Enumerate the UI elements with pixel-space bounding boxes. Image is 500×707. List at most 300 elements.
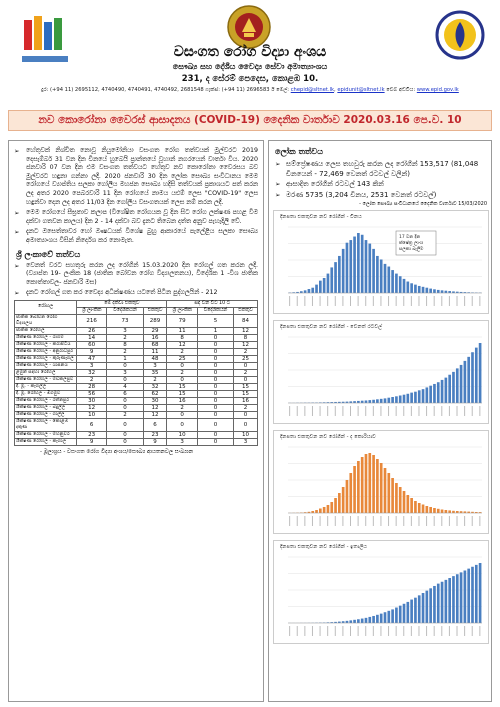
hospital-name-cell: ශික්ෂණ රෝහල - කොළඹ දකුණ bbox=[15, 418, 77, 431]
col-sl-2: ශ්‍රී ලාංකික bbox=[167, 307, 197, 314]
count-cell: 23 bbox=[77, 431, 107, 438]
chart-bar bbox=[357, 620, 360, 624]
table-footnote: - මූලාශ්‍රය - වසංගත රෝග විද්‍යා අංශය/සෞඛ්‍ය ආයතනවල සංඛ්‍යාන bbox=[40, 448, 194, 455]
chart-bar bbox=[391, 478, 394, 513]
count-cell: 16 bbox=[234, 397, 258, 404]
hospital-name-cell: ශික්ෂණ රෝහල - යාපනය bbox=[15, 362, 77, 369]
chart-bar bbox=[330, 502, 333, 513]
count-cell: 79 bbox=[167, 314, 197, 327]
count-cell: 0 bbox=[107, 438, 143, 445]
chart-bar bbox=[475, 565, 478, 623]
count-cell: 2 bbox=[234, 348, 258, 355]
chart-bar bbox=[445, 510, 448, 513]
x-tick-label bbox=[418, 296, 419, 306]
chart-bar bbox=[452, 372, 455, 403]
chart-bar bbox=[368, 400, 371, 403]
x-tick-label bbox=[457, 296, 458, 306]
x-tick-label bbox=[304, 296, 305, 306]
chart-bar bbox=[471, 353, 474, 404]
chart-bar bbox=[445, 291, 448, 293]
count-cell: 0 bbox=[197, 334, 233, 341]
table-row bbox=[15, 411, 258, 418]
unit-address: 231, ද සේරම් පෙදෙස, කොළඹ 10. bbox=[181, 74, 319, 84]
count-cell: 2 bbox=[77, 376, 107, 383]
count-cell: 0 bbox=[167, 411, 197, 418]
chart-other-countries bbox=[273, 320, 489, 424]
count-cell: 289 bbox=[143, 314, 167, 327]
x-tick-label bbox=[449, 296, 450, 306]
x-tick-label bbox=[479, 296, 480, 306]
count-cell: 0 bbox=[197, 431, 233, 438]
callout-text: 17 වන දින bbox=[399, 235, 421, 241]
chart-bar bbox=[406, 495, 409, 513]
chart-bar bbox=[464, 361, 467, 403]
count-cell: 10 bbox=[167, 431, 197, 438]
chart-bar bbox=[323, 507, 326, 513]
x-tick-label bbox=[289, 296, 290, 306]
x-tick-label bbox=[342, 626, 343, 636]
chart-bar bbox=[384, 264, 387, 293]
chart-bar bbox=[433, 384, 436, 403]
chart-bar bbox=[445, 580, 448, 623]
chart-bar bbox=[448, 511, 451, 514]
email-link-1[interactable]: chepid@sltnet.lk bbox=[290, 87, 335, 93]
count-cell: 2 bbox=[167, 348, 197, 355]
chart-bar bbox=[410, 393, 413, 403]
chart-bar bbox=[403, 491, 406, 513]
count-cell: 15 bbox=[167, 390, 197, 397]
count-cell: 47 bbox=[77, 355, 107, 362]
count-cell: 29 bbox=[143, 327, 167, 334]
count-cell: 0 bbox=[197, 438, 233, 445]
x-tick-label bbox=[358, 516, 359, 526]
chart-bar bbox=[365, 618, 368, 623]
count-cell: 12 bbox=[234, 341, 258, 348]
x-tick-label bbox=[342, 406, 343, 416]
x-tick-label bbox=[479, 626, 480, 636]
contact-line: දුර: (+94 11) 2695112, 4740490, 4740491, 4740492, 2681548 ෆැක්ස්: (+94 11) 2696583 ඊ මේල්: chepid@sltnet.lk, epidunit@sltnet.lk වෙබ් අඩවිය: www.epid.gov.lk bbox=[41, 87, 459, 93]
x-tick-label bbox=[441, 626, 442, 636]
table-row bbox=[15, 369, 258, 376]
chart-south-korea bbox=[273, 430, 489, 534]
x-tick-label bbox=[327, 516, 328, 526]
chart-bar bbox=[418, 286, 421, 293]
chart-bar bbox=[410, 498, 413, 513]
x-tick-label bbox=[297, 516, 298, 526]
count-cell: 30 bbox=[143, 397, 167, 404]
bullet-incubation: ➢ මෙම රෝගයේ සීඝ්‍රතාව කලාප (විශේෂිත රෝගයක වූ දින සිට රෝග ලක්ෂණ පහළ වීම දක්වා ගතවන කාලය) දින 2 - 14 දක්වා බව දැනට තිබෙන දත්ත අනුව පැහැදිලි වේ. bbox=[14, 209, 258, 226]
hospital-name-cell: ශික්ෂණ රෝහල - අනුරාධපුර bbox=[15, 348, 77, 355]
x-tick-label bbox=[335, 406, 336, 416]
chart-bar bbox=[429, 386, 432, 403]
chart-bar bbox=[418, 596, 421, 624]
table-row bbox=[15, 376, 258, 383]
count-cell: 0 bbox=[197, 376, 233, 383]
chart-bar bbox=[334, 262, 337, 293]
chart-china-plot bbox=[274, 211, 488, 313]
chart-bar bbox=[346, 480, 349, 513]
count-cell: 35 bbox=[143, 369, 167, 376]
x-tick-label bbox=[396, 516, 397, 526]
x-tick-label bbox=[464, 516, 465, 526]
chart-bar bbox=[353, 237, 356, 293]
chart-bar bbox=[467, 357, 470, 403]
chart-bar bbox=[422, 593, 425, 623]
x-tick-label bbox=[320, 296, 321, 306]
bullet-under-observation: ➢ දැනට රෝගල් ගත කර වෛද්‍ය අධීක්ෂණය යටතේ පිටින පුද්ගලයින් - 212 bbox=[14, 289, 258, 298]
hospital-name-cell: ශික්ෂණ රෝහල - කෑගාල bbox=[15, 438, 77, 445]
count-cell: 16 bbox=[167, 397, 197, 404]
bullet-global-cases: ➢ සම්ප්‍රේෂණය ලෙස තහවුරු කරන ලද රෝගීන් 153,517 (81,048 චීනයෙන් - 72,469 වෙනත් රටවල් වලින්) bbox=[273, 160, 487, 179]
x-tick-label bbox=[373, 296, 374, 306]
x-tick-label bbox=[358, 296, 359, 306]
global-bullets bbox=[273, 160, 487, 200]
bullet-countries: ➢ ආසාදිත රෝගීන් රටවල් 143 කින් bbox=[273, 180, 487, 190]
count-cell: 3 bbox=[234, 438, 258, 445]
chart-bar bbox=[441, 510, 444, 514]
chart-bar bbox=[361, 457, 364, 513]
x-tick-label bbox=[434, 516, 435, 526]
chart-bar bbox=[448, 375, 451, 403]
chart-bar bbox=[460, 573, 463, 624]
chart-bar bbox=[399, 396, 402, 404]
chart-bar bbox=[433, 586, 436, 623]
chart-bar bbox=[327, 274, 330, 293]
chart-bar bbox=[342, 487, 345, 513]
count-cell: 8 bbox=[234, 334, 258, 341]
x-tick-label bbox=[388, 296, 389, 306]
count-cell: 0 bbox=[167, 376, 197, 383]
col-sl-1: ශ්‍රී ලාංකික bbox=[77, 307, 107, 314]
count-cell: 5 bbox=[197, 314, 233, 327]
x-tick-label bbox=[388, 516, 389, 526]
chart-bar bbox=[452, 577, 455, 624]
chart-bar bbox=[319, 281, 322, 293]
chart-bar bbox=[387, 473, 390, 513]
x-tick-label bbox=[380, 516, 381, 526]
x-tick-label bbox=[350, 626, 351, 636]
hospital-name-cell: ශික්ෂණ රෝහල - බදුල්ල bbox=[15, 404, 77, 411]
chart-bar bbox=[376, 459, 379, 513]
callout-text: සලකා බැලීම bbox=[399, 247, 424, 253]
bullet-confirmed-cases: ➢ වෙනත් වරට සහතුරු කරන ලද රෝගීන් 15.03.2020 දින රෝගල් ගත කරන ලදී. (ව්‍යාප්ත 19- ලංකික 18 (ජාතික බෝවන රෝග විද්‍යාලතනය), විදේශික 1 -විශ ජාතික කොත්තාවල- ජනවාරි මස) bbox=[14, 262, 258, 288]
bullet-deaths: ➢ මරණ 5735 (3,204 චීනය, 2531 වෙනත් රටවල්) bbox=[273, 191, 487, 201]
x-tick-label bbox=[365, 406, 366, 416]
chart-italy-plot bbox=[274, 541, 488, 643]
count-cell: 2 bbox=[107, 348, 143, 355]
chart-bar bbox=[464, 571, 467, 624]
chart-bar bbox=[437, 383, 440, 404]
table-row bbox=[15, 418, 258, 431]
col-foreign-1: විදේශිකයන් bbox=[107, 307, 143, 314]
x-tick-label bbox=[441, 516, 442, 526]
chart-bar bbox=[479, 343, 482, 403]
chart-china-title: දිනපතා එකතුවන නව රෝගීන් - චීනය bbox=[280, 214, 362, 221]
chart-bar bbox=[357, 233, 360, 293]
count-cell: 9 bbox=[77, 438, 107, 445]
table-row bbox=[15, 431, 258, 438]
x-tick-label bbox=[365, 296, 366, 306]
x-tick-label bbox=[365, 516, 366, 526]
count-cell: 0 bbox=[234, 362, 258, 369]
x-tick-label bbox=[327, 406, 328, 416]
count-cell: 6 bbox=[77, 418, 107, 431]
x-tick-label bbox=[297, 406, 298, 416]
chart-bar bbox=[433, 508, 436, 513]
web-label: වෙබ් අඩවිය: bbox=[386, 87, 416, 93]
x-tick-label bbox=[418, 406, 419, 416]
x-tick-label bbox=[441, 406, 442, 416]
x-tick-label bbox=[373, 626, 374, 636]
x-tick-label bbox=[388, 406, 389, 416]
x-tick-label bbox=[418, 516, 419, 526]
chart-bar bbox=[304, 291, 307, 294]
chart-bar bbox=[368, 617, 371, 623]
chart-bar bbox=[365, 454, 368, 513]
x-tick-label bbox=[396, 296, 397, 306]
chart-bar bbox=[361, 619, 364, 623]
hospital-name-cell: ජාතික බෝවන රෝග විද්‍යාලය bbox=[15, 314, 77, 327]
chart-bar bbox=[349, 621, 352, 624]
report-banner: නව කොරෝනා වෛරස් ආසාදනය (COVID-19) දෛනික වාර්තාව 2020.03.16 පෙ.ව. 10 bbox=[8, 110, 492, 131]
hospital-name-cell: ශික්ෂණ රෝහල - රත්නපුර bbox=[15, 397, 77, 404]
chart-bar bbox=[406, 394, 409, 403]
global-heading: ලෝක තත්වය bbox=[275, 147, 323, 156]
chart-bar bbox=[395, 483, 398, 513]
table-row bbox=[15, 404, 258, 411]
count-cell: 0 bbox=[167, 362, 197, 369]
count-cell: 1 bbox=[197, 327, 233, 334]
chart-bar bbox=[414, 598, 417, 623]
chart-korea-title: දිනපතා එකතුවන නව රෝගීන් - ද කොරියාව bbox=[280, 434, 376, 441]
x-tick-label bbox=[297, 626, 298, 636]
chart-bar bbox=[456, 369, 459, 404]
table-row bbox=[15, 438, 258, 445]
chart-bar bbox=[399, 606, 402, 623]
chart-bar bbox=[437, 290, 440, 293]
count-cell: 3 bbox=[143, 362, 167, 369]
chart-bar bbox=[391, 397, 394, 403]
count-cell: 2 bbox=[167, 404, 197, 411]
count-cell: 32 bbox=[143, 383, 167, 390]
hospital-name-cell: ළමුන් සඳහා රෝහල bbox=[15, 369, 77, 376]
chart-bar bbox=[380, 260, 383, 294]
chart-bar bbox=[323, 278, 326, 293]
x-tick-label bbox=[457, 406, 458, 416]
chart-italy-title: දිනපතා එකතුවන නව රෝගීන් - ඉතාලිය bbox=[280, 544, 368, 551]
count-cell: 12 bbox=[167, 341, 197, 348]
count-cell: 12 bbox=[143, 404, 167, 411]
chart-bar bbox=[410, 600, 413, 623]
chart-bar bbox=[349, 240, 352, 293]
count-cell: 0 bbox=[107, 376, 143, 383]
count-cell: 3 bbox=[167, 438, 197, 445]
hospital-table-body bbox=[15, 314, 258, 445]
chart-bar bbox=[376, 615, 379, 623]
count-cell: 15 bbox=[167, 383, 197, 390]
x-tick-label bbox=[312, 626, 313, 636]
chart-bar bbox=[403, 395, 406, 403]
count-cell: 0 bbox=[197, 390, 233, 397]
chart-bar bbox=[338, 256, 341, 293]
chart-bar bbox=[426, 388, 429, 404]
bullet-treatment: ➢ දැනට ඔසෙත්තාවර හෝ ඖෂධයක් විශේෂ බුහු ආකාරයේ පැලේළිය සලකා සෞඛ්‍ය අමාත්‍යාංශය විසින් නිර්දේශ කර නොමැත. bbox=[14, 228, 258, 245]
count-cell: 0 bbox=[107, 362, 143, 369]
count-cell: 8 bbox=[167, 334, 197, 341]
email-link-2[interactable]: epidunit@sltnet.lk bbox=[337, 87, 385, 93]
x-tick-label bbox=[350, 516, 351, 526]
x-tick-label bbox=[434, 296, 435, 306]
x-tick-label bbox=[304, 516, 305, 526]
x-tick-label bbox=[464, 626, 465, 636]
chart-bar bbox=[368, 453, 371, 513]
count-cell: 12 bbox=[234, 327, 258, 334]
x-tick-label bbox=[479, 406, 480, 416]
chart-bar bbox=[426, 506, 429, 513]
count-cell: 16 bbox=[143, 334, 167, 341]
x-tick-label bbox=[289, 516, 290, 526]
x-tick-label bbox=[320, 626, 321, 636]
chart-bar bbox=[387, 398, 390, 403]
col-total-2: එකතුව bbox=[234, 307, 258, 314]
chart-bar bbox=[448, 578, 451, 623]
x-tick-label bbox=[304, 626, 305, 636]
sri-lanka-bullets bbox=[14, 262, 258, 298]
chart-bar bbox=[319, 509, 322, 514]
x-tick-label bbox=[403, 516, 404, 526]
local-situation-panel bbox=[8, 140, 264, 702]
count-cell: 0 bbox=[197, 418, 233, 431]
chart-bar bbox=[422, 390, 425, 404]
hospital-name-cell: දි. මූ. රෝහල - මීගමුව bbox=[15, 390, 77, 397]
background-bullets bbox=[14, 147, 258, 246]
count-cell: 11 bbox=[143, 348, 167, 355]
col-group-total: මේ දක්වා එකතුව bbox=[77, 300, 167, 307]
chart-bar bbox=[395, 397, 398, 404]
chart-bar bbox=[441, 291, 444, 294]
chart-other-title: දිනපතා එකතුවන නව රෝගීන් - වෙනත් රටවල් bbox=[280, 324, 383, 331]
col-hospital: රෝහල bbox=[15, 300, 77, 314]
chart-bar bbox=[406, 282, 409, 293]
x-tick-label bbox=[426, 516, 427, 526]
chart-bar bbox=[426, 288, 429, 293]
count-cell: 0 bbox=[107, 397, 143, 404]
chart-bar bbox=[391, 610, 394, 624]
x-tick-label bbox=[350, 406, 351, 416]
x-tick-label bbox=[304, 406, 305, 416]
x-tick-label bbox=[411, 626, 412, 636]
count-cell: 0 bbox=[197, 397, 233, 404]
chart-bar bbox=[327, 505, 330, 513]
x-tick-label bbox=[380, 296, 381, 306]
table-row bbox=[15, 348, 258, 355]
x-tick-label bbox=[342, 296, 343, 306]
table-row bbox=[15, 362, 258, 369]
chart-bar bbox=[418, 503, 421, 513]
chart-korea-plot bbox=[274, 431, 488, 533]
x-tick-label bbox=[479, 516, 480, 526]
x-tick-label bbox=[396, 626, 397, 636]
chart-bar bbox=[391, 270, 394, 293]
count-cell: 62 bbox=[143, 390, 167, 397]
x-tick-label bbox=[464, 406, 465, 416]
x-tick-label bbox=[312, 406, 313, 416]
x-tick-label bbox=[464, 296, 465, 306]
chart-bar bbox=[387, 611, 390, 623]
x-tick-label bbox=[388, 626, 389, 636]
global-situation-panel bbox=[268, 140, 492, 702]
hospital-table bbox=[14, 300, 258, 446]
count-cell: 60 bbox=[77, 341, 107, 348]
x-tick-label bbox=[335, 516, 336, 526]
chart-bar bbox=[346, 243, 349, 293]
x-tick-label bbox=[472, 516, 473, 526]
chart-bar bbox=[376, 256, 379, 293]
count-cell: 3 bbox=[107, 327, 143, 334]
x-tick-label bbox=[342, 516, 343, 526]
x-tick-label bbox=[373, 516, 374, 526]
x-tick-label bbox=[403, 296, 404, 306]
chart-bar bbox=[426, 591, 429, 623]
x-tick-label bbox=[297, 296, 298, 306]
chart-bar bbox=[380, 463, 383, 513]
hospital-name-cell: දි. මූ. - කෑගල්ල bbox=[15, 383, 77, 390]
x-tick-label bbox=[312, 516, 313, 526]
x-tick-label bbox=[457, 626, 458, 636]
chart-bar bbox=[365, 401, 368, 404]
count-cell: 3 bbox=[77, 362, 107, 369]
hospital-name-cell: ශික්ෂණ රෝහල - රාගම bbox=[15, 334, 77, 341]
count-cell: 25 bbox=[167, 355, 197, 362]
chart-bar bbox=[437, 509, 440, 513]
count-cell: 12 bbox=[143, 411, 167, 418]
count-cell: 0 bbox=[197, 383, 233, 390]
chart-bar bbox=[429, 507, 432, 513]
count-cell: 0 bbox=[197, 341, 233, 348]
x-tick-label bbox=[350, 296, 351, 306]
x-tick-label bbox=[434, 406, 435, 416]
count-cell: 9 bbox=[77, 348, 107, 355]
chart-other-plot bbox=[274, 321, 488, 423]
chart-bar bbox=[380, 399, 383, 403]
count-cell: 2 bbox=[234, 369, 258, 376]
x-tick-label bbox=[335, 626, 336, 636]
chart-bar bbox=[471, 567, 474, 623]
x-tick-label bbox=[449, 626, 450, 636]
count-cell: 2 bbox=[234, 404, 258, 411]
x-tick-label bbox=[358, 406, 359, 416]
count-cell: 32 bbox=[77, 369, 107, 376]
count-cell: 14 bbox=[77, 334, 107, 341]
chart-bar bbox=[384, 613, 387, 624]
chart-bar bbox=[395, 274, 398, 293]
chart-bar bbox=[372, 249, 375, 293]
chart-italy bbox=[273, 540, 489, 644]
x-tick-label bbox=[449, 406, 450, 416]
chart-bar bbox=[361, 235, 364, 293]
ministry-name: සෞඛ්‍ය සහ දේශීය වෛද්‍ය සේවා අමාත්‍යාංශය bbox=[172, 62, 328, 71]
chart-bar bbox=[353, 466, 356, 513]
chart-bar bbox=[475, 348, 478, 403]
count-cell: 23 bbox=[143, 431, 167, 438]
count-cell: 0 bbox=[197, 369, 233, 376]
chart-bar bbox=[414, 392, 417, 403]
chart-bar bbox=[433, 290, 436, 294]
x-tick-label bbox=[426, 296, 427, 306]
count-cell: 48 bbox=[143, 355, 167, 362]
count-cell: 12 bbox=[77, 404, 107, 411]
web-link[interactable]: www.epid.gov.lk bbox=[416, 87, 459, 93]
